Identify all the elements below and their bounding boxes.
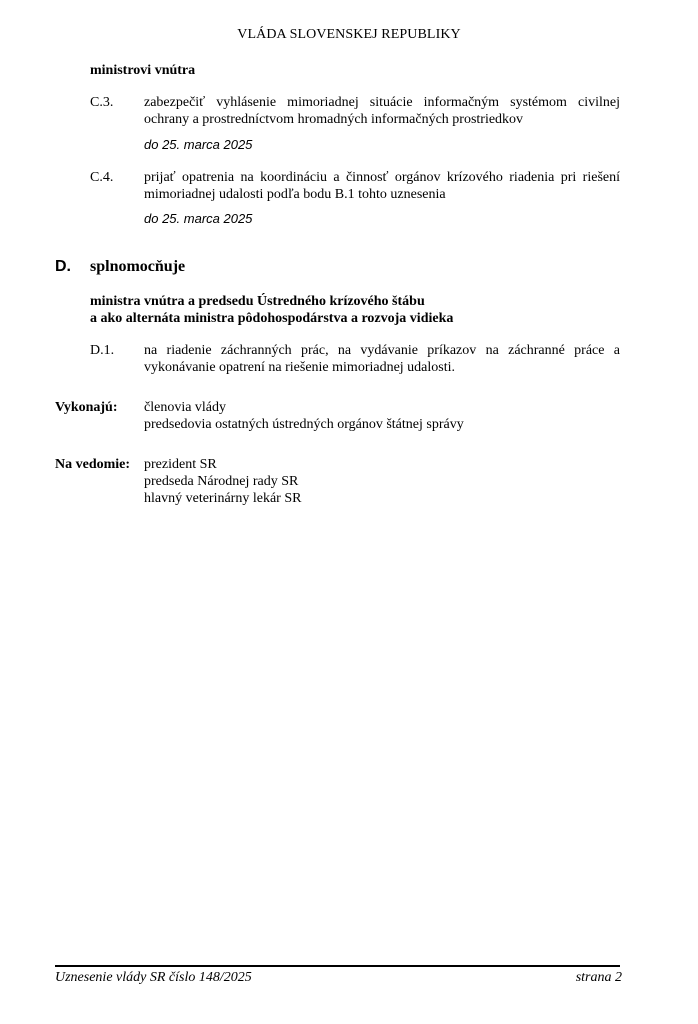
vykonaju-line: predsedovia ostatných ústredných orgánov štátnej správy bbox=[144, 417, 464, 432]
section-d-letter: D. bbox=[55, 258, 71, 275]
na-vedomie-line: hlavný veterinárny lekár SR bbox=[144, 491, 302, 506]
document-header: VLÁDA SLOVENSKEJ REPUBLIKY bbox=[237, 27, 461, 42]
na-vedomie-label: Na vedomie: bbox=[55, 457, 131, 472]
item-deadline: do 25. marca 2025 bbox=[144, 211, 253, 226]
section-d-addressee-alt: a ako alternáta ministra pôdohospodárstva a rozvoja vidieka bbox=[90, 311, 454, 326]
vykonaju-label: Vykonajú: bbox=[55, 400, 118, 415]
footer-page-number: strana 2 bbox=[575, 970, 622, 985]
item-number: C.3. bbox=[90, 95, 114, 110]
item-text: zabezpečiť vyhlásenie mimoriadnej situácie informačným systémom civilnej ochrany a prostredníctvom hromadných informačných prostriedkov bbox=[144, 95, 620, 127]
item-number: D.1. bbox=[90, 343, 115, 358]
section-d-addressee: ministra vnútra a predsedu Ústredného krízového štábu bbox=[90, 294, 425, 309]
item-text: prijať opatrenia na koordináciu a činnosť orgánov krízového riadenia pri riešení mimoriadnej udalosti podľa bodu B.1 tohto uznesenia bbox=[144, 170, 620, 202]
item-deadline: do 25. marca 2025 bbox=[144, 137, 253, 152]
vykonaju-line: členovia vlády bbox=[144, 400, 227, 415]
footer-rule bbox=[55, 965, 620, 967]
section-c-addressee: ministrovi vnútra bbox=[90, 63, 196, 78]
item-text: na riadenie záchranných prác, na vydávanie príkazov na záchranné práce a vykonávanie opatrení na riešenie mimoriadnej udalosti. bbox=[144, 343, 620, 375]
na-vedomie-line: prezident SR bbox=[144, 457, 217, 472]
section-d-title: splnomocňuje bbox=[90, 258, 186, 275]
footer-resolution-number: Uznesenie vlády SR číslo 148/2025 bbox=[55, 970, 252, 985]
na-vedomie-line: predseda Národnej rady SR bbox=[144, 474, 299, 489]
item-number: C.4. bbox=[90, 170, 114, 185]
